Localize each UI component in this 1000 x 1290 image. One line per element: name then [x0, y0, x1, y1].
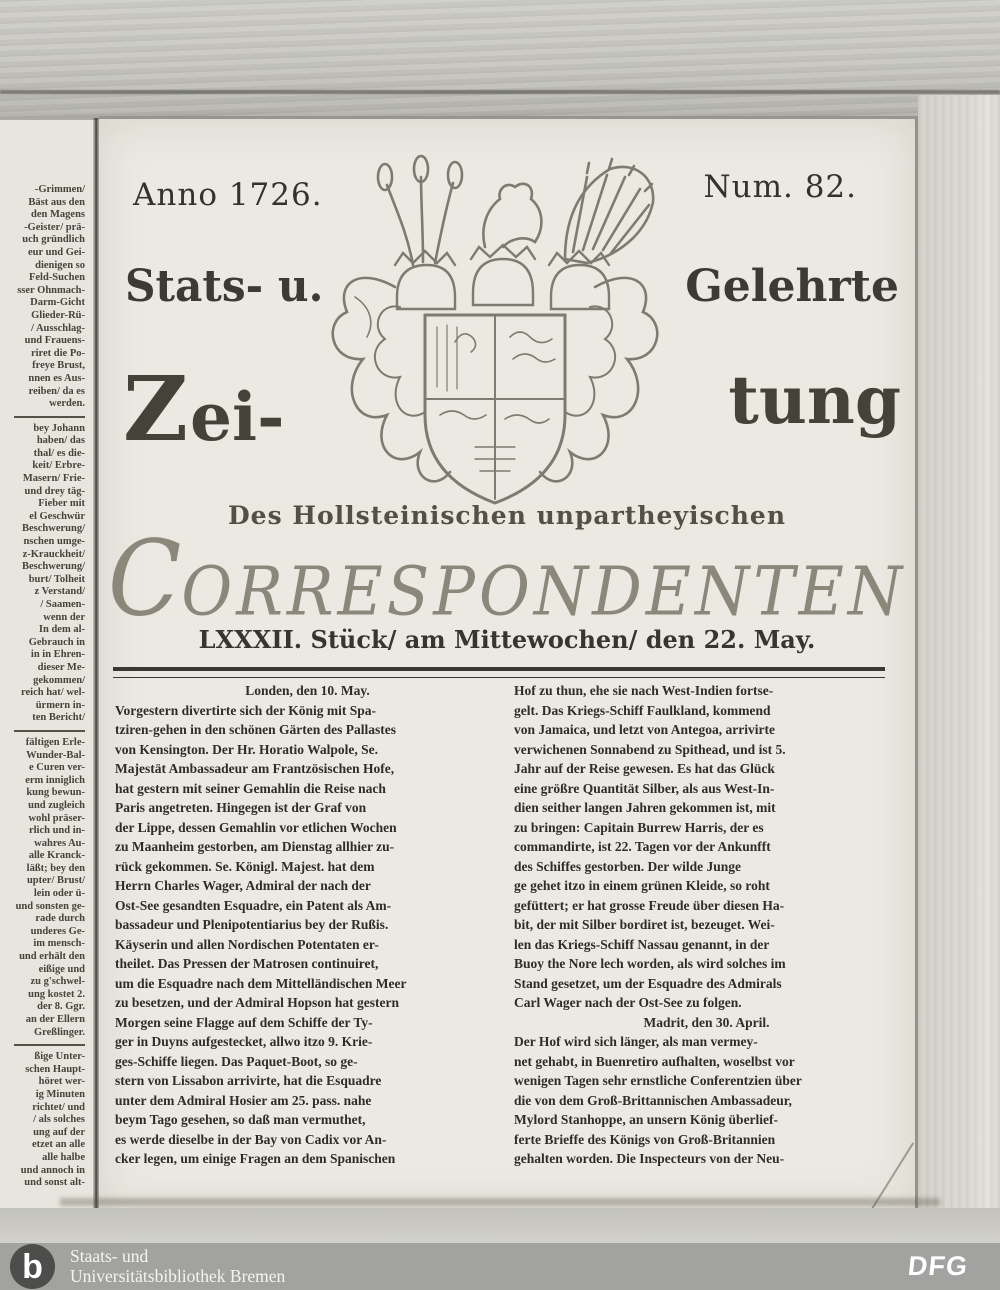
text-line: ig Minuten — [35, 1088, 85, 1100]
text-line: und drey täg- — [24, 485, 85, 497]
text-line: z Verstand/ — [34, 586, 85, 598]
newspaper-front-page — [99, 116, 918, 1211]
right-column — [514, 681, 899, 1169]
text-line: ferte Brieffe des Königs von Groß-Britannien — [514, 1131, 776, 1147]
text-line: Stand gesetzet, um der Esquadre des Admirals — [514, 975, 782, 991]
text-line: wohl präser- — [28, 812, 85, 824]
text-line: und erhält den — [19, 951, 85, 963]
text-line: Beschwerung/ — [22, 523, 85, 535]
text-line: ten Bericht/ — [32, 712, 85, 724]
text-line: Masern/ Frie- — [22, 473, 85, 485]
text-line: ung kostet 2. — [28, 988, 85, 1000]
text-line: der 8. Ggr. — [37, 1001, 85, 1013]
text-line: bassadeur und Plenipotentiarius bey der Rußis. — [115, 917, 389, 932]
text-line: läßt; bey den — [26, 862, 85, 874]
text-line: -Grimmen/ — [34, 184, 85, 195]
text-line: rade durch — [35, 913, 85, 925]
text-line: und zugleich — [28, 799, 85, 811]
text-line: nnen es Aus- — [28, 372, 85, 384]
text-line: kung bewun- — [26, 787, 85, 799]
text-line: uch gründlich — [22, 234, 85, 246]
text-line: erm inniglich — [25, 774, 85, 786]
text-line: nschen umge- — [23, 536, 85, 548]
title-stats: Stats- u. — [125, 261, 324, 312]
masthead-subtitle: Des Hollsteinischen unpartheyischen — [227, 501, 787, 530]
text-line: zu g'schwel- — [30, 976, 85, 988]
text-line: wenn der — [43, 611, 85, 623]
scan-right-margin — [918, 95, 1000, 1210]
text-line: richtet/ und — [32, 1101, 85, 1113]
page-bottom-shadow — [60, 1198, 940, 1206]
text-line: und sonsten ge- — [15, 900, 85, 912]
text-line: im mensch- — [33, 938, 85, 950]
text-line: ger in Duyns aufgestecket, allwo itzo 9. Krie- — [115, 1034, 373, 1049]
text-line: Carl Wager nach der Ost-See zu folgen. — [514, 995, 742, 1010]
issue-date-line: LXXXII. Stück/ am Mittewochen/ den 22. May. — [198, 625, 816, 654]
text-line: alle halbe — [42, 1151, 85, 1163]
library-name-line2: Universitätsbibliothek Bremen — [70, 1266, 286, 1286]
text-line: eißige und — [38, 963, 85, 975]
library-logo-letter: b — [22, 1247, 43, 1286]
column-rule — [14, 1044, 85, 1046]
text-line: und annoch in — [20, 1164, 85, 1176]
text-line: lein oder ü- — [33, 888, 85, 900]
text-line: freye Brust, — [32, 360, 85, 372]
library-logo — [10, 1244, 55, 1289]
right-column-text-top — [514, 681, 899, 1013]
text-line: wahres Au- — [34, 837, 85, 849]
text-line: haben/ das — [36, 435, 85, 447]
text-line: net gehabt, in Buenretiro aufhalten, woselbst vor — [514, 1053, 795, 1069]
text-line: gehalten worden. Die Inspecteurs von der Neu- — [514, 1151, 785, 1166]
text-line: e Curen ver- — [29, 762, 85, 774]
adjacent-page-strip — [0, 118, 95, 1214]
text-line: bit, der mit Silber bordiret ist, bezeuget. Wei- — [514, 917, 775, 932]
text-line: in in Ehren- — [30, 649, 85, 661]
fragment-section — [0, 423, 85, 725]
text-line: / als solches — [33, 1114, 85, 1126]
dateline-london: Londen, den 10. May. — [245, 683, 370, 698]
text-line: zu bringen: Capitain Burrew Harris, der es — [514, 819, 764, 835]
text-line: burt/ Tolheit — [28, 573, 85, 585]
text-line: Käyserin und allen Nordischen Potentaten er- — [115, 936, 379, 952]
text-line: Wunder-Bal- — [26, 749, 85, 761]
fragment-section — [0, 737, 85, 1039]
text-line: verwichenen Sonnabend zu Spithead, und ist 5. — [514, 741, 786, 757]
title-tung: tung — [728, 361, 901, 439]
text-line: Morgen seine Flagge auf dem Schiffe der Ty- — [115, 1014, 373, 1030]
text-line: dieser Me- — [37, 661, 85, 673]
masthead-script-title: CORRESPONDENTEN — [107, 518, 907, 640]
text-line: Mylord Stanhoppe, an unsern König überlief- — [514, 1112, 779, 1127]
text-line: thal/ es die- — [33, 447, 85, 459]
scan-edge-line — [0, 90, 1000, 94]
text-line: el Geschwür — [29, 510, 85, 522]
left-column — [115, 681, 500, 1169]
text-line: wenigen Tagen sehr ernstliche Conferentzien über — [514, 1073, 802, 1088]
text-line: Darm-Gicht — [30, 297, 85, 309]
text-line: Fieber mit — [38, 498, 85, 510]
text-line: ürmern in- — [35, 699, 85, 711]
anno-year: Anno 1726. — [133, 177, 323, 213]
text-line: Glieder-Rü- — [31, 309, 85, 321]
text-line: tziren-gehen in den schönen Gärten des Pallastes — [115, 722, 396, 737]
text-line: unter dem Admiral Hosier am 25. pass. nahe — [115, 1092, 372, 1108]
scanner-bed-top — [0, 0, 1000, 120]
text-line: gelt. Das Kriegs-Schiff Faulkland, kommend — [514, 702, 771, 718]
text-line: werden. — [49, 398, 85, 410]
text-line: riret die Po- — [30, 347, 85, 359]
column-rule — [14, 416, 85, 418]
text-line: Der Hof wird sich länger, als man vermey- — [514, 1034, 758, 1049]
text-line: Jahr auf der Reise gewesen. Es hat das Glück — [514, 761, 775, 776]
scanner-bed-bottom — [0, 1208, 1000, 1243]
issue-number: Num. 82. — [703, 169, 857, 205]
text-line: es werde dieselbe in der Bay von Cadix vor An- — [115, 1131, 387, 1147]
library-banner — [0, 1243, 1000, 1290]
text-line: der Lippe, dessen Gemahlin vor etlichen Wochen — [115, 819, 397, 835]
text-line: beym Tago gesehen, so daß man vermuthet, — [115, 1112, 366, 1127]
text-line: In dem al- — [38, 624, 85, 636]
fragment-section — [0, 184, 85, 411]
text-line: / Saamen- — [40, 599, 85, 610]
text-line: Gebrauch in — [28, 636, 85, 648]
text-line: zu besetzen, und der Admiral Hopson hat gestern — [115, 995, 400, 1010]
text-line: rlich und in- — [28, 825, 85, 837]
fragment-section — [0, 1051, 85, 1190]
text-line: dien seither langen Jahren gekommen ist, mit — [514, 800, 776, 815]
text-line: Vorgestern divertirte sich der König mit Spa- — [115, 702, 376, 718]
left-column-text — [115, 701, 500, 1169]
text-line: Feld-Suchen — [28, 272, 85, 284]
text-line: und Frauens- — [24, 335, 85, 347]
text-line: von Jamaica, und letzt von Antegoa, arrivirte — [514, 722, 775, 737]
text-line: ung auf der — [33, 1126, 85, 1138]
text-line: bey Johann — [33, 422, 85, 434]
text-line: und sonst alt- — [24, 1177, 85, 1189]
adjacent-page-fragments — [0, 120, 95, 1190]
text-line: ßige Unter- — [34, 1051, 85, 1063]
text-line: um die Esquadre nach dem Mittelländischen Meer — [115, 975, 407, 991]
right-column-text-bottom — [514, 1032, 899, 1169]
text-line: höret wer- — [38, 1076, 85, 1088]
text-line: -Geister/ prä- — [24, 221, 85, 233]
text-line: Paris angetreten. Hingegen ist der Graf von — [115, 800, 367, 815]
text-line: von Kensington. Der Hr. Horatio Walpole, Se. — [115, 741, 379, 757]
text-line: underes Ge- — [30, 925, 85, 937]
text-line: zu Maanheim gestorben, am Dienstag allhier zu- — [115, 839, 395, 854]
masthead-rule — [113, 667, 885, 678]
title-gelehrte: Gelehrte — [685, 261, 899, 312]
text-line: z-Krauckheit/ — [22, 548, 85, 560]
text-line: Greßlinger. — [33, 1026, 85, 1038]
text-line: Hof zu thun, ehe sie nach West-Indien fortse- — [514, 683, 774, 698]
coat-of-arms-woodcut-icon — [325, 147, 665, 517]
text-line: gefüttert; er hat grosse Freude über diesen Ha- — [514, 897, 785, 913]
text-line: / Ausschlag- — [31, 322, 85, 334]
text-line: etzet an alle — [31, 1139, 85, 1151]
text-line: ge gehet itzo in einem grünen Kleide, so roht — [514, 878, 770, 893]
text-line: die von dem Groß-Brittannischen Ambassadeur, — [514, 1092, 792, 1108]
text-line: schen Haupt- — [25, 1063, 85, 1075]
text-line: len das Kriegs-Schiff Nassau genannt, in der — [514, 936, 770, 952]
dfg-logo: DFG — [906, 1251, 970, 1281]
text-line: an der Ellern — [25, 1014, 85, 1025]
library-name — [70, 1246, 285, 1286]
body-columns — [115, 681, 899, 1169]
text-line: upter/ Brust/ — [26, 875, 85, 887]
text-line: reiben/ da es — [28, 385, 85, 397]
text-line: reich hat/ wel- — [21, 687, 85, 699]
text-line: gekommen/ — [33, 674, 85, 686]
text-line: ges-Schiffe liegen. Das Paquet-Boot, so ge- — [115, 1053, 358, 1069]
text-line: cker legen, um einige Fragen an dem Spanischen — [115, 1151, 396, 1166]
text-line: stern von Lissabon arrivirte, hat die Esquadre — [115, 1073, 382, 1088]
text-line: Buoy the Nore lech worden, als wird solches im — [514, 956, 786, 971]
text-line: hat gestern mit seiner Gemahlin die Reise nach — [115, 780, 386, 796]
text-line: dienigen so — [35, 259, 85, 271]
text-line: keit/ Erbre- — [32, 460, 85, 472]
text-line: commandirte, ist 22. Tagen vor der Ankunfft — [514, 839, 771, 854]
text-line: sser Ohnmach- — [17, 284, 85, 296]
text-line: Beschwerung/ — [22, 561, 85, 573]
text-line: fältigen Erle- — [25, 736, 85, 748]
text-line: des Schiffes gestorben. Der wilde Junge — [514, 858, 741, 874]
text-line: Ost-See gesandten Esquadre, ein Patent als Am- — [115, 897, 392, 913]
text-line: eur und Gei- — [28, 246, 85, 258]
column-rule — [14, 730, 85, 732]
text-line: eine größre Quantität Silber, als aus West-In- — [514, 780, 775, 796]
text-line: theilet. Das Pressen der Matrosen continuiret, — [115, 956, 379, 971]
text-line: rück gekommen. Se. Königl. Majest. hat dem — [115, 858, 375, 874]
title-zei: Zei- — [123, 357, 285, 462]
library-name-line1: Staats- und — [70, 1246, 149, 1266]
text-line: Bäst aus den — [28, 196, 85, 208]
text-line: den Magens — [31, 209, 85, 221]
text-line: alle Kranck- — [28, 850, 85, 862]
text-line: Herrn Charles Wager, Admiral der nach der — [115, 878, 371, 893]
dateline-madrid: Madrit, den 30. April. — [643, 1014, 770, 1030]
text-line: Majestät Ambassadeur am Frantzösischen Hofe, — [115, 761, 395, 776]
